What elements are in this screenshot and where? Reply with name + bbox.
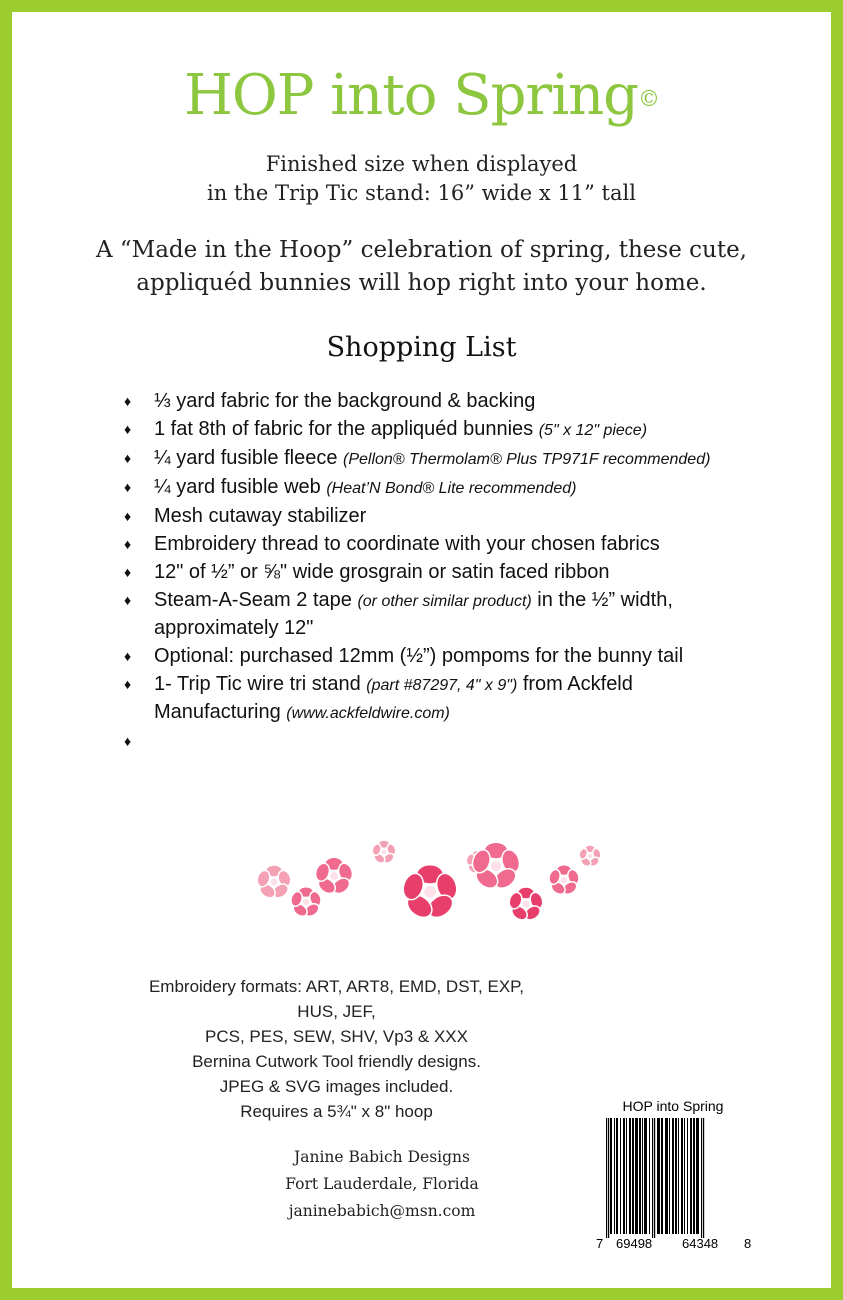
shopping-list xyxy=(124,388,764,749)
item-note: (5" x 12" piece) xyxy=(538,422,648,439)
diamond-bullet-icon: ♦ xyxy=(124,479,132,495)
finished-size-line-2: in the Trip Tic stand: 16” wide x 11” tall xyxy=(207,181,636,205)
flower-icon xyxy=(507,887,545,923)
flower-garland xyxy=(234,824,614,944)
diamond-bullet-icon: ♦ xyxy=(124,421,132,437)
item-text-tail: in the ½” width, approximately 12" xyxy=(154,589,673,639)
finished-size xyxy=(12,150,831,208)
item-text: 1- Trip Tic wire tri stand xyxy=(154,673,367,695)
item-note: (part #87297, 4" x 9") xyxy=(366,677,518,694)
formats-line-4: JPEG & SVG images included. xyxy=(219,1077,454,1096)
list-item xyxy=(124,445,764,473)
item-text: 12" of ½” or ⅝" wide grosgrain or satin faced ribbon xyxy=(154,561,610,583)
barcode-digit-first: 7 xyxy=(596,1236,604,1251)
list-item xyxy=(124,531,764,558)
copyright-mark: © xyxy=(638,87,660,112)
list-item xyxy=(124,388,764,415)
embroidery-formats xyxy=(132,974,541,1124)
item-text: Optional: purchased 12mm (½”) pompoms for the bunny tail xyxy=(154,645,684,667)
diamond-bullet-icon: ♦ xyxy=(124,592,132,608)
flower-icon xyxy=(578,845,602,868)
list-item xyxy=(124,474,764,502)
page-title xyxy=(12,64,831,128)
barcode-digits-left: 69498 xyxy=(616,1236,653,1251)
item-note: (or other similar product) xyxy=(357,593,532,610)
diamond-bullet-icon: ♦ xyxy=(124,564,132,580)
shopping-list-heading: Shopping List xyxy=(326,332,517,363)
list-item xyxy=(124,643,764,670)
flower-icon xyxy=(255,865,293,901)
description-line-2: appliquéd bunnies will hop right into your home. xyxy=(136,270,707,296)
item-note: (Pellon® Thermolam® Plus TP971F recommended) xyxy=(343,451,711,468)
designer-name: Janine Babich Designs xyxy=(294,1148,470,1166)
barcode-label: HOP into Spring xyxy=(622,1098,724,1114)
barcode-digits xyxy=(588,1236,758,1254)
barcode-bars xyxy=(588,1118,758,1238)
barcode xyxy=(588,1098,758,1258)
item-note: (www.ackfeldwire.com) xyxy=(286,705,450,722)
list-item xyxy=(124,587,764,642)
flower-icon xyxy=(400,865,460,922)
flower-icon xyxy=(371,840,397,865)
designer-email: janinebabich@msn.com xyxy=(288,1202,476,1220)
item-text: Mesh cutaway stabilizer xyxy=(154,505,367,527)
item-note: (Heat’N Bond® Lite recommended) xyxy=(326,480,577,497)
barcode-digits-right: 64348 xyxy=(682,1236,719,1251)
diamond-bullet-icon: ♦ xyxy=(124,733,132,749)
item-text: ⅓ yard fabric for the background & backing xyxy=(154,390,536,412)
list-item xyxy=(124,416,764,444)
formats-line-1: Embroidery formats: ART, ART8, EMD, DST, EXP, HUS, JEF, xyxy=(148,977,525,1021)
diamond-bullet-icon: ♦ xyxy=(124,393,132,409)
diamond-bullet-icon: ♦ xyxy=(124,450,132,466)
diamond-bullet-icon: ♦ xyxy=(124,508,132,524)
list-item xyxy=(124,503,764,530)
formats-line-5: Requires a 5¾" x 8" hoop xyxy=(240,1102,433,1121)
flower-icon xyxy=(289,887,323,919)
diamond-bullet-icon: ♦ xyxy=(124,536,132,552)
item-text-tail: from Ackfeld Manufacturing xyxy=(154,673,633,723)
title-text: HOP into Spring xyxy=(183,63,639,128)
formats-line-2: PCS, PES, SEW, SHV, Vp3 & XXX xyxy=(205,1027,468,1046)
item-text: ¼ yard fusible web xyxy=(154,476,327,498)
list-item xyxy=(124,671,764,727)
item-text: 1 fat 8th of fabric for the appliquéd bunnies xyxy=(154,418,539,440)
item-text: Embroidery thread to coordinate with your chosen fabrics xyxy=(154,533,660,555)
finished-size-line-1: Finished size when displayed xyxy=(265,152,578,176)
description xyxy=(52,234,791,300)
list-item xyxy=(124,559,764,586)
flower-icon xyxy=(547,865,581,897)
item-text: ¼ yard fusible fleece xyxy=(154,447,343,469)
item-text: Steam-A-Seam 2 tape xyxy=(154,589,358,611)
flower-icon xyxy=(313,857,354,896)
description-line-1: A “Made in the Hoop” celebration of spring, these cute, xyxy=(95,237,747,263)
designer-contact xyxy=(252,1144,512,1225)
diamond-bullet-icon: ♦ xyxy=(124,648,132,664)
designer-location: Fort Lauderdale, Florida xyxy=(285,1175,479,1193)
barcode-digit-last: 8 xyxy=(744,1236,752,1251)
formats-line-3: Bernina Cutwork Tool friendly designs. xyxy=(192,1052,481,1071)
diamond-bullet-icon: ♦ xyxy=(124,676,132,692)
